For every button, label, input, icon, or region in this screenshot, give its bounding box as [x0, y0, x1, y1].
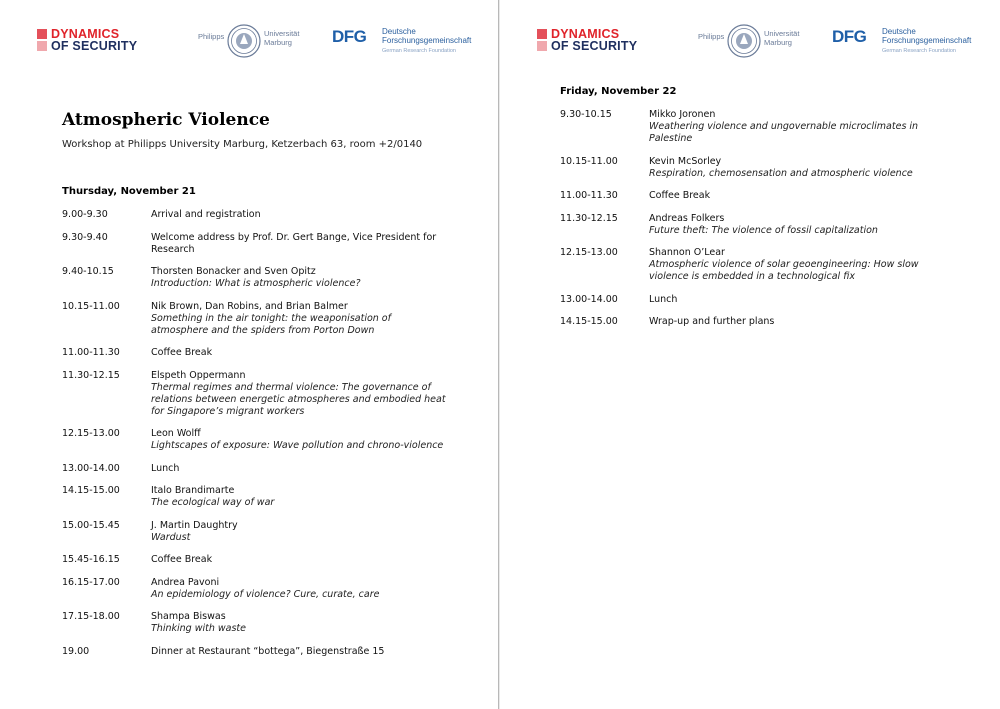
university-seal-icon	[727, 24, 761, 58]
session-time: 15.45-16.15	[62, 554, 120, 565]
session-time: 10.15-11.00	[62, 300, 120, 312]
session-content	[649, 294, 949, 306]
session-content	[649, 190, 949, 202]
page-header: DYNAMICS OF SECURITY Philipps Universität Marburg DFG Deutsche Forschungsgemeinschaft German Research Foundation	[0, 24, 498, 64]
schedule-row	[560, 294, 980, 306]
talk-title: Respiration, chemosensation and atmospheric violence	[649, 167, 913, 179]
session-content	[151, 520, 451, 544]
session-time: 19.00	[62, 645, 90, 657]
session-title: Shampa Biswas	[151, 611, 226, 622]
session-time: 16.15-17.00	[62, 576, 120, 588]
session-title: Kevin McSorley	[649, 155, 722, 167]
talk-title: Introduction: What is atmospheric violence?	[151, 278, 361, 289]
talk-title: Lightscapes of exposure: Wave pollution and chrono-violence	[151, 440, 444, 451]
schedule-row	[62, 266, 482, 290]
session-content	[151, 577, 451, 601]
session-content	[649, 156, 949, 180]
session-content	[151, 347, 451, 359]
session-title: Welcome address by Prof. Dr. Gert Bange, Vice President for Research	[151, 231, 437, 255]
session-title: Italo Brandimarte	[151, 485, 235, 496]
session-title: Thorsten Bonacker and Sven Opitz	[151, 266, 316, 277]
session-time: 15.00-15.45	[62, 519, 120, 531]
day-heading-thursday: Thursday, November 21	[62, 186, 196, 197]
session-title: Coffee Break	[649, 190, 711, 201]
session-time: 9.40-10.15	[62, 266, 114, 277]
session-content	[151, 370, 451, 418]
session-time: 9.30-10.15	[560, 109, 612, 120]
session-time: 11.30-12.15	[62, 369, 120, 381]
philipps-universitat-marburg-logo: Philipps Universität Marburg	[198, 24, 308, 60]
page-title: Atmospheric Violence	[62, 110, 270, 130]
session-content	[151, 266, 451, 290]
session-content	[649, 316, 949, 328]
talk-title: The ecological way of war	[151, 497, 275, 508]
page-subtitle: Workshop at Philipps University Marburg, Ketzerbach 63, room +2/0140	[62, 139, 423, 150]
schedule-row	[560, 190, 980, 202]
session-content	[151, 646, 451, 658]
schedule-row	[62, 232, 482, 256]
session-content	[151, 485, 451, 509]
schedule-row	[62, 611, 482, 635]
dynamics-of-security-logo: DYNAMICS OF SECURITY	[37, 28, 137, 52]
talk-title: Thermal regimes and thermal violence: The governance of relations between energetic atmospheres and embodied heat for Singapore’s migrant workers	[151, 381, 446, 417]
session-title: Leon Wolff	[151, 428, 201, 439]
session-content	[649, 213, 949, 237]
session-time: 11.00-11.30	[560, 190, 618, 201]
schedule-row	[62, 370, 482, 418]
philipps-universitat-marburg-logo: Philipps Universität Marburg	[698, 24, 808, 60]
schedule-row	[560, 247, 980, 283]
session-time: 12.15-13.00	[560, 247, 618, 258]
schedule-row	[62, 646, 482, 658]
schedule-row	[62, 209, 482, 221]
talk-title: An epidemiology of violence? Cure, curate, care	[151, 588, 380, 600]
session-time: 9.30-9.40	[62, 231, 108, 243]
session-content	[151, 463, 451, 475]
page-right	[500, 0, 1000, 709]
session-title: Coffee Break	[151, 347, 213, 358]
schedule-row	[560, 316, 980, 328]
session-time: 11.30-12.15	[560, 212, 618, 224]
university-seal-icon	[227, 24, 261, 58]
session-title: Andreas Folkers	[649, 212, 725, 224]
session-title: Lunch	[649, 293, 678, 305]
schedule-row	[62, 463, 482, 475]
schedule-row	[560, 213, 980, 237]
page-left	[0, 0, 499, 709]
session-content	[649, 247, 949, 283]
talk-title: Something in the air tonight: the weaponisation of atmosphere and the spiders from Porton Down	[151, 312, 391, 336]
session-title: Arrival and registration	[151, 209, 261, 220]
session-title: Shannon O’Lear	[649, 247, 725, 258]
session-time: 11.00-11.30	[62, 347, 120, 358]
session-content	[151, 209, 451, 221]
schedule-row	[62, 428, 482, 452]
schedule-friday	[560, 109, 980, 339]
session-content	[151, 428, 451, 452]
session-time: 9.00-9.30	[62, 209, 108, 220]
session-content	[151, 301, 451, 337]
session-time: 12.15-13.00	[62, 428, 120, 439]
talk-title: Weathering violence and ungovernable microclimates in Palestine	[649, 121, 919, 144]
schedule-row	[62, 301, 482, 337]
session-time: 14.15-15.00	[62, 485, 120, 496]
session-time: 17.15-18.00	[62, 611, 120, 622]
schedule-row	[560, 156, 980, 180]
schedule-row	[62, 520, 482, 544]
talk-title: Atmospheric violence of solar geoengineering: How slow violence is embedded in a technological fix	[649, 259, 919, 282]
day-heading-friday: Friday, November 22	[560, 86, 677, 97]
schedule-row	[560, 109, 980, 145]
session-time: 10.15-11.00	[560, 155, 618, 167]
session-time: 13.00-14.00	[560, 293, 618, 305]
session-title: Nik Brown, Dan Robins, and Brian Balmer	[151, 300, 348, 312]
schedule-row	[62, 554, 482, 566]
schedule-thursday	[62, 209, 482, 668]
session-content	[649, 109, 949, 145]
session-title: Mikko Joronen	[649, 109, 716, 120]
talk-title: Thinking with waste	[151, 623, 246, 634]
session-title: Dinner at Restaurant “bottega”, Biegenstraße 15	[151, 645, 385, 657]
session-content	[151, 611, 451, 635]
page-header: DYNAMICS OF SECURITY Philipps Universität Marburg DFG Deutsche Forschungsgemeinschaft German Research Foundation	[500, 24, 1000, 64]
session-title: Coffee Break	[151, 554, 213, 565]
session-time: 14.15-15.00	[560, 316, 618, 327]
session-content	[151, 232, 451, 256]
session-title: Andrea Pavoni	[151, 576, 220, 588]
session-title: Elspeth Oppermann	[151, 369, 246, 381]
schedule-row	[62, 485, 482, 509]
session-content	[151, 554, 451, 566]
dynamics-of-security-logo: DYNAMICS OF SECURITY	[537, 28, 637, 52]
session-title: Wrap-up and further plans	[649, 316, 775, 327]
session-time: 13.00-14.00	[62, 462, 120, 474]
schedule-row	[62, 577, 482, 601]
talk-title: Future theft: The violence of fossil capitalization	[649, 224, 878, 236]
session-title: J. Martin Daughtry	[151, 519, 238, 531]
session-title: Lunch	[151, 462, 180, 474]
talk-title: Wardust	[151, 531, 191, 543]
schedule-row	[62, 347, 482, 359]
